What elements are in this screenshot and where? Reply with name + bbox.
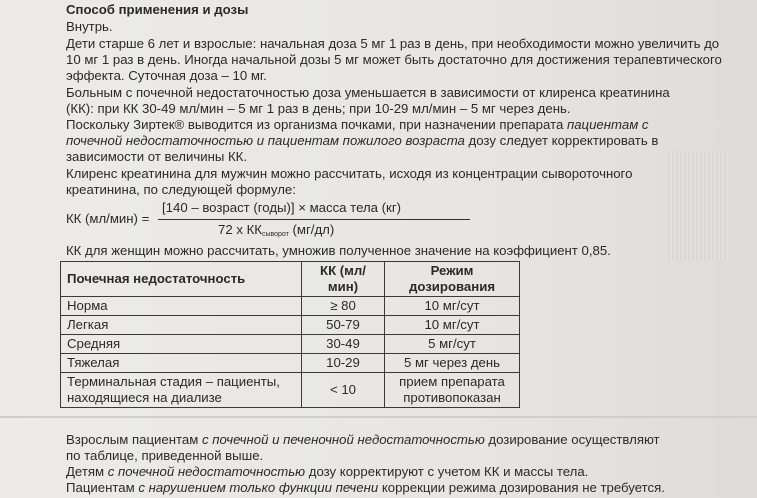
- table-header: Режим дозирования: [385, 262, 520, 297]
- table-row: Терминальная стадия – пациенты, находящиеся на диализе < 10 прием препарата противопоказан: [61, 373, 520, 408]
- table-row: Легкая 50-79 10 мг/сут: [61, 316, 520, 335]
- table-header: Почечная недостаточность: [61, 262, 302, 297]
- table-row: Средняя 30-49 5 мг/сут: [61, 335, 520, 354]
- clearance-line-1: Клиренс креатинина для мужчин можно рассчитать, исходя из концентрации сывороточного: [66, 166, 633, 181]
- table-row: Тяжелая 10-29 5 мг через день: [61, 354, 520, 373]
- adult-dosing-line-1: Взрослым пациентам с почечной и печеночной недостаточностью дозирование осуществляют: [66, 432, 660, 447]
- formula-denominator: 72 х $КК_{сыворот}$ (мг/дл): [218, 222, 335, 238]
- renal-line-1: Больным с почечной недостаточностью доза уменьшается в зависимости от клиренса креатинина: [66, 85, 670, 100]
- formula-lhs: КК (мл/мин) =: [66, 211, 150, 226]
- adult-dosing-line-2: по таблице, приведенной выше.: [66, 448, 264, 463]
- table-row: Норма ≥ 80 10 мг/сут: [61, 297, 520, 316]
- clearance-formula: [66, 200, 486, 240]
- dose-line-1: Дети старше 6 лет и взрослые: начальная доза 5 мг 1 раз в день, при необходимости можно увеличить до: [66, 36, 720, 51]
- clearance-line-2: креатинина, по следующей формуле:: [66, 182, 296, 197]
- correction-line-2: почечной недостаточностью и пациентам пожилого возраста дозу следует корректировать в: [66, 133, 659, 148]
- paper-crease: [0, 416, 757, 418]
- table-header: КК (мл/ мин): [302, 262, 385, 297]
- dose-line-3: эффекта. Суточная доза – 10 мг.: [66, 68, 267, 83]
- fraction-bar: [158, 219, 470, 220]
- liver-dosing-line: Пациентам с нарушением только функции печени коррекции режима дозирования не требуется.: [66, 480, 665, 495]
- formula-numerator: [140 – возраст (годы)] × масса тела (кг): [162, 200, 402, 215]
- correction-line-1: Поскольку Зиртек® выводится из организма почками, при назначении препарата пациентам с: [66, 117, 649, 132]
- dose-line-2: 10 мг 1 раз в день. Иногда начальной дозы 5 мг может быть достаточно для достижения терапевтического: [66, 52, 722, 67]
- paper-fold-shadow: [668, 150, 728, 260]
- children-dosing-line: Детям с почечной недостаточностью дозу корректируют с учетом КК и массы тела.: [66, 464, 589, 479]
- women-coefficient-line: КК для женщин можно рассчитать, умножив полученное значение на коэффициент 0,85.: [66, 243, 611, 258]
- route-line: Внутрь.: [66, 19, 113, 34]
- renal-dosing-table: [60, 261, 520, 408]
- terminal-stage-cell: Терминальная стадия – пациенты, находящиеся на диализе: [61, 373, 302, 408]
- section-heading: Способ применения и дозы: [66, 2, 249, 17]
- correction-line-3: зависимости от величины КК.: [66, 149, 248, 164]
- contraindicated-cell: прием препарата противопоказан: [385, 373, 520, 408]
- renal-line-2: (КК): при КК 30-49 мл/мин – 5 мг 1 раз в день; при 10-29 мл/мин – 5 мг через день.: [66, 101, 571, 116]
